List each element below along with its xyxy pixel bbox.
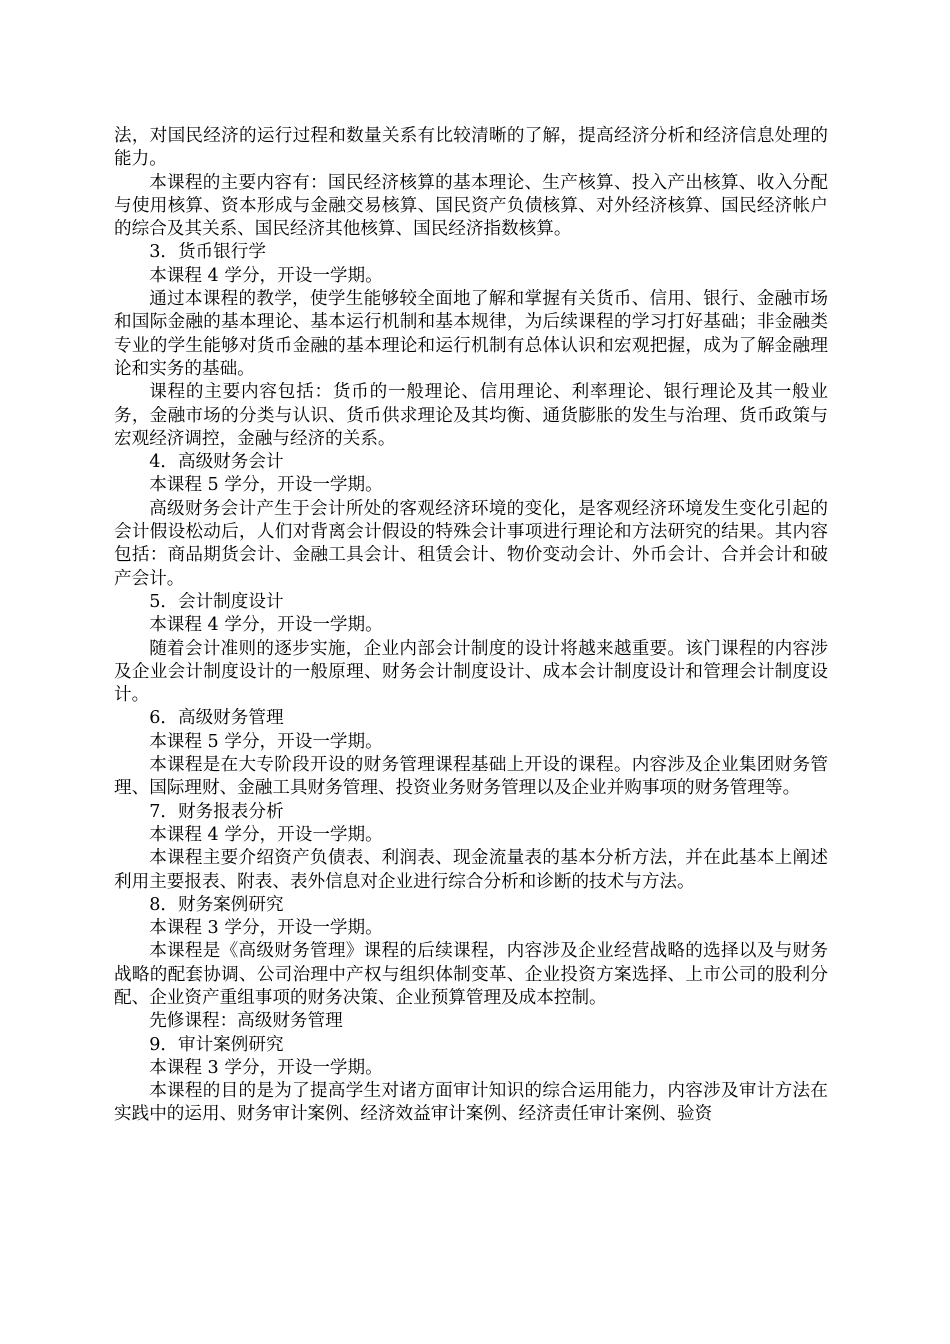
paragraph: 本课程的目的是为了提高学生对诸方面审计知识的综合运用能力，内容涉及审计方法在实践中的运用、财务审计案例、经济效益审计案例、经济责任审计案例、验资 (114, 1081, 828, 1125)
paragraph: 通过本课程的教学，使学生能够较全面地了解和掌握有关货币、信用、银行、金融市场和国际金融的基本理论、基本运行机制和基本规律，为后续课程的学习打好基础；非金融类专业的学生能够对货币金融的基本理论和运行机制有总体认识和宏观把握，成为了解金融理论和实务的基础。 (114, 289, 828, 379)
paragraph: 本课程 3 学分，开设一学期。 (149, 1057, 383, 1078)
document-body (114, 125, 828, 1127)
paragraph: 本课程 5 学分，开设一学期。 (149, 475, 383, 496)
paragraph: 高级财务会计产生于会计所处的客观经济环境的变化，是客观经济环境发生变化引起的会计假设松动后，人们对背离会计假设的特殊会计事项进行理论和方法研究的结果。其内容包括：商品期货会计、金融工具会计、租赁会计、物价变动会计、外币会计、合并会计和破产会计。 (114, 498, 828, 589)
paragraph: 课程的主要内容包括：货币的一般理论、信用理论、利率理论、银行理论及其一般业务，金融市场的分类与认识、货币供求理论及其均衡、通货膨胀的发生与治理、货币政策与宏观经济调控，金融与经济的关系。 (114, 382, 828, 449)
paragraph: 本课程 4 学分，开设一学期。 (149, 265, 383, 286)
paragraph: 随着会计准则的逐步实施，企业内部会计制度的设计将越来越重要。该门课程的内容涉及企业会计制度设计的一般原理、财务会计制度设计、成本会计制度设计和管理会计制度设计。 (114, 638, 828, 706)
paragraph: 本课程的主要内容有：国民经济核算的基本理论、生产核算、投入产出核算、收入分配与使用核算、资本形成与金融交易核算、国民资产负债核算、对外经济核算、国民经济帐户的综合及其关系、国民经济其他核算、国民经济指数核算。 (114, 172, 828, 240)
section-heading: 6．高级财务管理 (149, 708, 284, 729)
section-heading: 8．财务案例研究 (149, 894, 284, 915)
section-heading: 9．审计案例研究 (149, 1034, 284, 1055)
section-heading: 7．财务报表分析 (149, 801, 284, 822)
section-heading: 3．货币银行学 (149, 242, 266, 263)
paragraph: 法，对国民经济的运行过程和数量关系有比较清晰的了解，提高经济分析和经济信息处理的能力。 (114, 126, 828, 170)
paragraph: 本课程 4 学分，开设一学期。 (149, 824, 383, 845)
paragraph: 本课程 3 学分，开设一学期。 (149, 918, 383, 939)
paragraph: 本课程是在大专阶段开设的财务管理课程基础上开设的课程。内容涉及企业集团财务管理、国际理财、金融工具财务管理、投资业务财务管理以及企业并购事项的财务管理等。 (114, 755, 828, 799)
paragraph: 本课程 4 学分，开设一学期。 (149, 615, 383, 636)
paragraph: 先修课程：高级财务管理 (149, 1011, 343, 1032)
paragraph: 本课程 5 学分，开设一学期。 (149, 731, 383, 752)
paragraph: 本课程是《高级财务管理》课程的后续课程，内容涉及企业经营战略的选择以及与财务战略的配套协调、公司治理中产权与组织体制变革、企业投资方案选择、上市公司的股利分配、企业资产重组事项的财务决策、企业预算管理及成本控制。 (114, 941, 828, 1008)
section-heading: 5．会计制度设计 (149, 591, 284, 612)
section-heading: 4．高级财务会计 (149, 452, 284, 473)
paragraph: 本课程主要介绍资产负债表、利润表、现金流量表的基本分析方法，并在此基本上阐述利用主要报表、附表、表外信息对企业进行综合分析和诊断的技术与方法。 (114, 848, 828, 892)
